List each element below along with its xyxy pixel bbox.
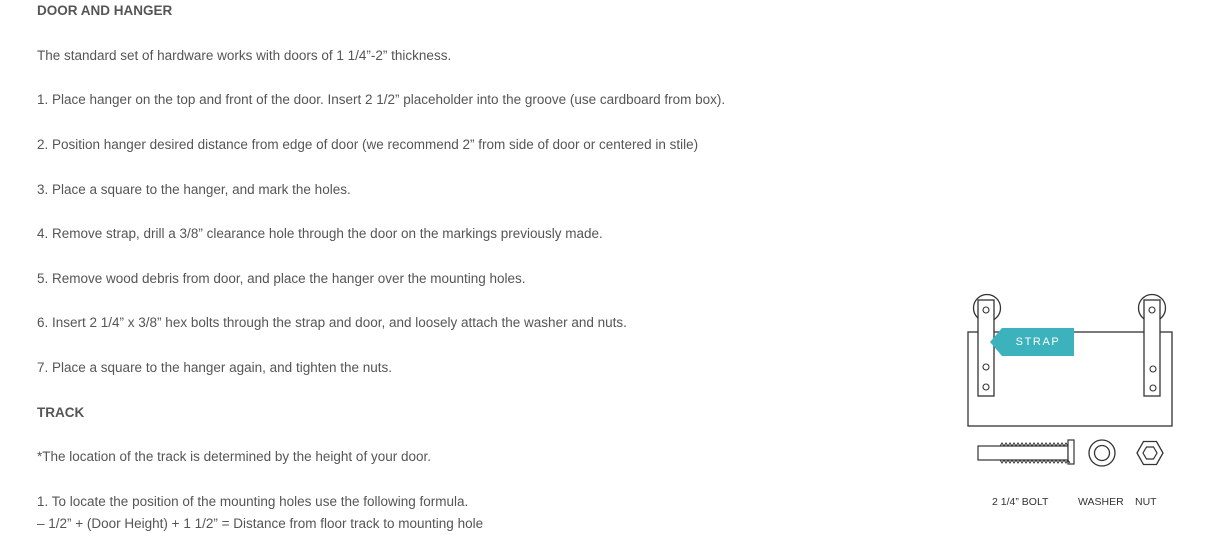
track-step-1-line-2: – 1/2” + (Door Height) + 1 1/2” = Distance from floor track to mounting hole	[37, 516, 484, 531]
strap-label: STRAP	[1002, 328, 1074, 356]
door-step-3: 3. Place a square to the hanger, and mark the holes.	[37, 182, 351, 197]
door-step-1: 1. Place hanger on the top and front of the door. Insert 2 1/2” placeholder into the groove (use cardboard from box).	[37, 92, 726, 107]
track-heading: TRACK	[37, 405, 85, 420]
door-hanger-heading: DOOR AND HANGER	[37, 3, 173, 18]
track-note: *The location of the track is determined by the height of your door.	[37, 449, 431, 464]
door-step-6: 6. Insert 2 1/4” x 3/8” hex bolts through the strap and door, and loosely attach the washer and nuts.	[37, 315, 627, 330]
hanger-diagram-drawing	[940, 270, 1200, 540]
door-step-4: 4. Remove strap, drill a 3/8” clearance hole through the door on the markings previously made.	[37, 226, 603, 241]
bolt-icon	[978, 440, 1074, 464]
right-strap-hole-mid	[1150, 366, 1156, 372]
washer-label: WASHER	[1078, 496, 1124, 508]
left-strap-hole-mid	[983, 364, 989, 370]
washer-icon	[1089, 440, 1115, 466]
right-strap-hole-bottom	[1150, 385, 1156, 391]
door-step-7: 7. Place a square to the hanger again, and tighten the nuts.	[37, 360, 393, 375]
bolt-label: 2 1/4” BOLT	[992, 496, 1049, 508]
track-step-1-line-1: 1. To locate the position of the mounting holes use the following formula.	[37, 494, 469, 509]
left-strap-hole-top	[983, 307, 989, 313]
nut-icon	[1137, 442, 1163, 465]
door-step-5: 5. Remove wood debris from door, and place the hanger over the mounting holes.	[37, 271, 526, 286]
right-strap-hole-top	[1149, 307, 1155, 313]
hanger-diagram	[940, 270, 1200, 540]
left-strap-hole-bottom	[983, 384, 989, 390]
right-strap	[1144, 300, 1160, 396]
door-step-2: 2. Position hanger desired distance from edge of door (we recommend 2” from side of door or centered in stile)	[37, 137, 699, 152]
strap-tag-pointer	[990, 328, 1002, 356]
door-intro: The standard set of hardware works with doors of 1 1/4”-2” thickness.	[37, 48, 452, 63]
nut-label: NUT	[1135, 496, 1157, 508]
